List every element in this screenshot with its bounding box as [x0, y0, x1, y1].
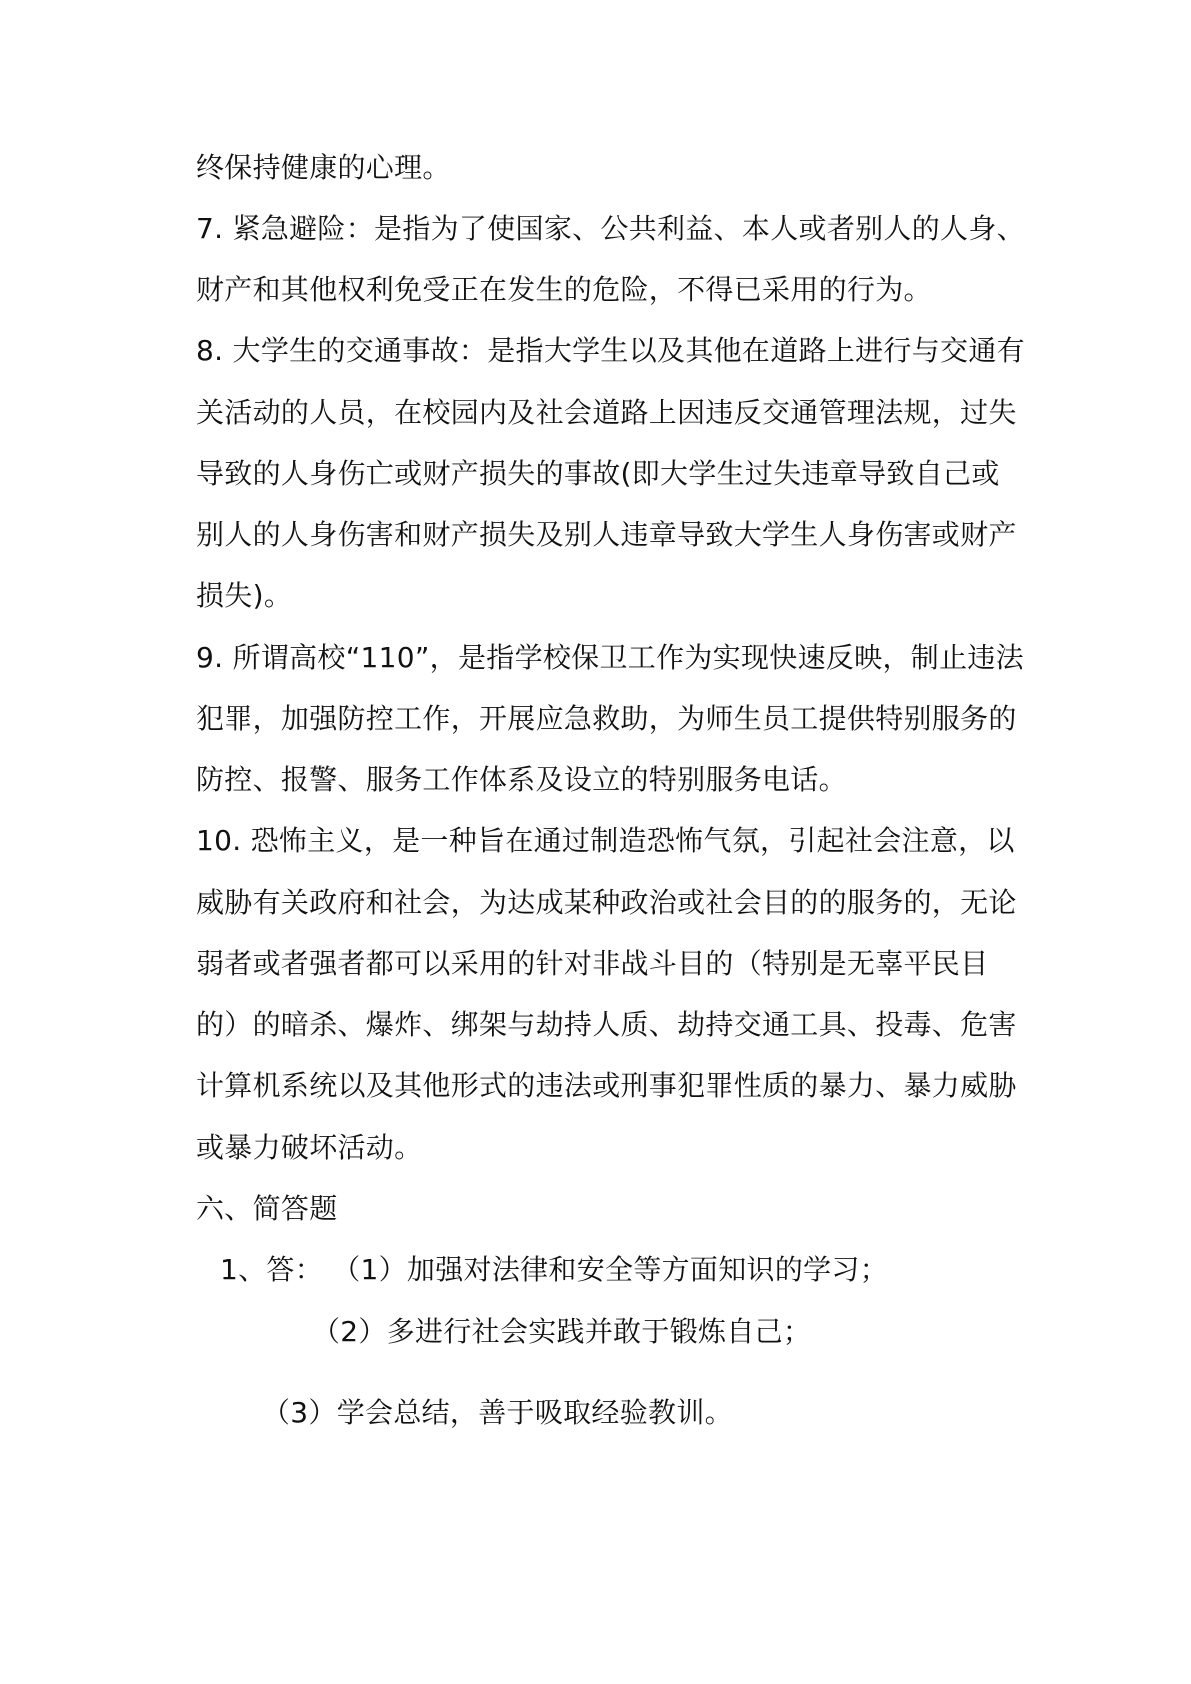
answer-line: （2）多进行社会实践并敢于锻炼自己； [312, 1315, 812, 1348]
text-line: 10. 恐怖主义，是一种旨在通过制造恐怖气氛，引起社会注意，以 [196, 824, 1015, 857]
answer-line: 1、答： （1）加强对法律和安全等方面知识的学习； [220, 1253, 889, 1286]
text-line: 犯罪，加强防控工作，开展应急救助，为师生员工提供特别服务的 [196, 702, 1017, 735]
section-heading: 六、简答题 [196, 1192, 338, 1225]
text-line: 威胁有关政府和社会，为达成某种政治或社会目的的服务的，无论 [196, 886, 1017, 919]
text-line: 7. 紧急避险：是指为了使国家、公共利益、本人或者别人的人身、 [196, 212, 1025, 245]
text-line: 导致的人身伤亡或财产损失的事故(即大学生过失违章导致自己或 [196, 457, 1000, 490]
text-line: 损失)。 [196, 579, 293, 612]
text-line: 或暴力破坏活动。 [196, 1131, 423, 1164]
text-line: 9. 所谓高校“110”，是指学校保卫工作为实现快速反映，制止违法 [196, 641, 1024, 674]
text-line: 别人的人身伤害和财产损失及别人违章导致大学生人身伤害或财产 [196, 518, 1017, 551]
text-line: 计算机系统以及其他形式的违法或刑事犯罪性质的暴力、暴力威胁 [196, 1069, 1017, 1102]
text-line: 关活动的人员，在校园内及社会道路上因违反交通管理法规，过失 [196, 396, 1017, 429]
text-line: 弱者或者强者都可以采用的针对非战斗目的（特别是无辜平民目 [196, 947, 989, 980]
text-line: 财产和其他权利免受正在发生的危险，不得已采用的行为。 [196, 273, 932, 306]
text-line: 防控、报警、服务工作体系及设立的特别服务电话。 [196, 763, 847, 796]
answer-line: （3）学会总结，善于吸取经验教训。 [262, 1396, 733, 1429]
text-line: 8. 大学生的交通事故：是指大学生以及其他在道路上进行与交通有 [196, 334, 1025, 367]
text-line: 的）的暗杀、爆炸、绑架与劫持人质、劫持交通工具、投毒、危害 [196, 1008, 1017, 1041]
text-line: 终保持健康的心理。 [196, 151, 451, 184]
